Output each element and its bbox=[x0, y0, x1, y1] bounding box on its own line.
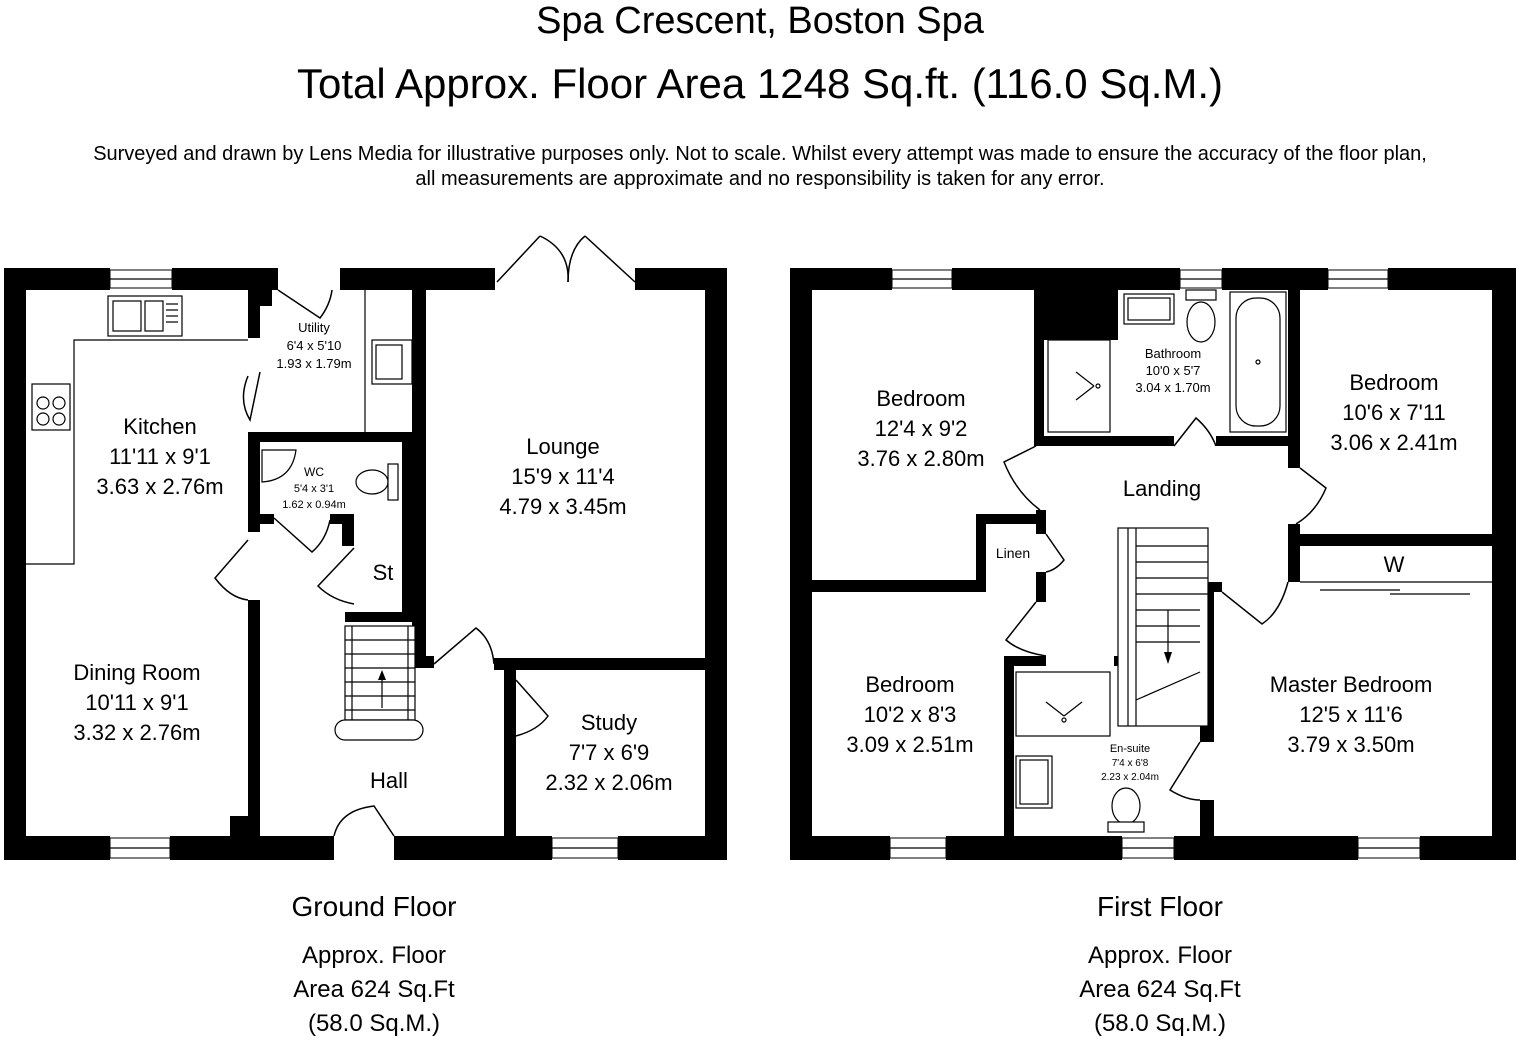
wall bbox=[248, 432, 260, 532]
toilet-cistern bbox=[1186, 290, 1216, 300]
wall bbox=[345, 612, 412, 622]
room-size-metric: 2.23 x 2.04m bbox=[1101, 772, 1159, 783]
disclaimer-line-1: Surveyed and drawn by Lens Media for illustrative purposes only. Not to scale. Whilst every attempt was made to ensure the accuracy of the floor plan, bbox=[93, 143, 1427, 165]
wall bbox=[618, 836, 727, 860]
wall bbox=[4, 836, 110, 860]
room-size-metric: 3.32 x 2.76m bbox=[73, 720, 201, 745]
room-name: Lounge bbox=[526, 434, 600, 459]
hob-icon bbox=[32, 384, 70, 430]
wall bbox=[1420, 836, 1516, 860]
room-size-imperial: 10'6 x 7'11 bbox=[1342, 400, 1446, 425]
room-size-metric: 1.62 x 0.94m bbox=[282, 499, 346, 511]
room-name: Kitchen bbox=[123, 414, 197, 439]
wall bbox=[1288, 288, 1300, 468]
wc-door bbox=[274, 518, 330, 552]
utility-door bbox=[243, 372, 260, 420]
wall bbox=[1036, 572, 1046, 602]
floor-area-line: Approx. Floor bbox=[1087, 942, 1233, 969]
room-name: W bbox=[1383, 552, 1405, 577]
room-name: Linen bbox=[995, 545, 1031, 561]
wall bbox=[812, 580, 978, 592]
utility-back-door bbox=[278, 290, 332, 318]
wall bbox=[976, 514, 1046, 524]
plan-title: Spa Crescent, Boston Spa bbox=[536, 0, 984, 42]
ensuite-door bbox=[1170, 742, 1200, 800]
wall bbox=[412, 288, 426, 666]
room-name: Bathroom bbox=[1144, 346, 1202, 361]
wall bbox=[1288, 534, 1492, 546]
room-name: Bedroom bbox=[876, 386, 966, 411]
linen-door bbox=[1046, 534, 1064, 572]
room-name: Master Bedroom bbox=[1269, 672, 1433, 697]
room-size-imperial: 10'0 x 5'7 bbox=[1145, 363, 1201, 378]
shower-icon bbox=[1048, 340, 1110, 432]
floor-area-line: (58.0 Sq.M.) bbox=[307, 1010, 441, 1037]
room-size-imperial: 7'4 x 6'8 bbox=[1111, 758, 1149, 769]
study-door bbox=[516, 680, 548, 736]
bathroom-door bbox=[1174, 418, 1216, 446]
wall bbox=[705, 268, 727, 860]
wall bbox=[790, 836, 890, 860]
room-size-metric: 1.93 x 1.79m bbox=[276, 356, 352, 371]
room-size-metric: 3.04 x 1.70m bbox=[1135, 380, 1211, 395]
wall bbox=[394, 836, 552, 860]
wall bbox=[230, 816, 260, 836]
wc-toilet-icon bbox=[356, 470, 388, 494]
floor-area-line: Area 624 Sq.Ft bbox=[293, 976, 455, 1003]
wall bbox=[260, 288, 272, 306]
bedroom-door bbox=[1006, 602, 1046, 656]
toilet-icon bbox=[1187, 302, 1215, 342]
french-door-right bbox=[568, 236, 635, 282]
wall bbox=[1288, 524, 1300, 582]
room-size-imperial: 10'11 x 9'1 bbox=[85, 690, 189, 715]
room-size-imperial: 5'4 x 3'1 bbox=[293, 483, 335, 495]
room-size-metric: 3.06 x 2.41m bbox=[1330, 430, 1458, 455]
wall bbox=[790, 268, 812, 860]
room-size-imperial: 10'2 x 8'3 bbox=[863, 702, 957, 727]
room-name: Study bbox=[580, 710, 638, 735]
room-name: WC bbox=[304, 465, 324, 479]
wall bbox=[170, 836, 334, 860]
wall bbox=[1222, 268, 1328, 290]
wall bbox=[330, 514, 354, 524]
wall bbox=[1036, 510, 1046, 534]
room-size-metric: 3.79 x 3.50m bbox=[1287, 732, 1415, 757]
front-door bbox=[334, 806, 394, 836]
corner-basin-icon bbox=[262, 450, 296, 482]
wall bbox=[248, 600, 260, 836]
wall bbox=[1492, 268, 1516, 860]
wall bbox=[402, 432, 412, 612]
wall bbox=[976, 514, 986, 592]
room-size-imperial: 12'5 x 11'6 bbox=[1299, 702, 1403, 727]
room-size-metric: 3.76 x 2.80m bbox=[857, 446, 985, 471]
room-size-metric: 3.09 x 2.51m bbox=[846, 732, 974, 757]
wall bbox=[342, 524, 354, 546]
room-name: Bedroom bbox=[1349, 370, 1439, 395]
room-name: Utility bbox=[298, 320, 330, 335]
wall bbox=[1034, 288, 1118, 340]
store-door bbox=[318, 548, 354, 604]
room-name: En-suite bbox=[1109, 743, 1151, 755]
disclaimer-line-2: all measurements are approximate and no responsibility is taken for any error. bbox=[415, 168, 1105, 190]
room-size-imperial: 12'4 x 9'2 bbox=[874, 416, 968, 441]
first-floor-stairs bbox=[1118, 528, 1208, 726]
floor-area-line: (58.0 Sq.M.) bbox=[1093, 1010, 1227, 1037]
wall bbox=[260, 432, 412, 442]
wall bbox=[248, 288, 260, 338]
room-size-imperial: 6'4 x 5'10 bbox=[286, 338, 342, 353]
floor-label: First Floor bbox=[1097, 891, 1223, 922]
master-door bbox=[1222, 582, 1288, 624]
wall bbox=[260, 514, 274, 524]
floor-area-line: Area 624 Sq.Ft bbox=[1079, 976, 1241, 1003]
wall bbox=[494, 658, 705, 670]
ensuite-shower-icon bbox=[1016, 672, 1110, 736]
room-size-metric: 3.63 x 2.76m bbox=[96, 474, 224, 499]
french-door-left bbox=[497, 236, 568, 282]
floor-area-line: Approx. Floor bbox=[301, 942, 447, 969]
kitchen-door bbox=[215, 540, 248, 600]
room-size-metric: 4.79 x 3.45m bbox=[499, 494, 627, 519]
room-size-imperial: 11'11 x 9'1 bbox=[109, 444, 211, 469]
wall bbox=[1174, 836, 1358, 860]
wall bbox=[1004, 656, 1014, 836]
bedroom-door bbox=[1004, 446, 1040, 510]
bedroom-door bbox=[1296, 468, 1326, 524]
wall bbox=[1044, 436, 1174, 446]
room-name: Bedroom bbox=[865, 672, 955, 697]
wall bbox=[1200, 800, 1214, 836]
ensuite-toilet-icon bbox=[1112, 788, 1140, 824]
room-size-imperial: 7'7 x 6'9 bbox=[568, 740, 650, 765]
room-size-imperial: 15'9 x 11'4 bbox=[511, 464, 615, 489]
wall bbox=[952, 268, 1180, 290]
room-name: Dining Room bbox=[73, 660, 201, 685]
room-size-metric: 2.32 x 2.06m bbox=[545, 770, 673, 795]
floor-label: Ground Floor bbox=[291, 891, 457, 922]
wall bbox=[1034, 288, 1044, 446]
room-name: Hall bbox=[370, 768, 408, 793]
ground-floor-plan bbox=[4, 236, 727, 860]
wall bbox=[172, 268, 278, 290]
wall bbox=[340, 268, 495, 290]
room-name: St bbox=[372, 560, 394, 585]
wall bbox=[1216, 436, 1296, 446]
wall bbox=[4, 268, 26, 860]
wall bbox=[504, 670, 516, 836]
total-area-subtitle: Total Approx. Floor Area 1248 Sq.ft. (116.0 Sq.M.) bbox=[296, 60, 1224, 107]
lounge-door bbox=[434, 628, 494, 664]
wall bbox=[946, 836, 1122, 860]
room-name: Landing bbox=[1122, 476, 1202, 501]
